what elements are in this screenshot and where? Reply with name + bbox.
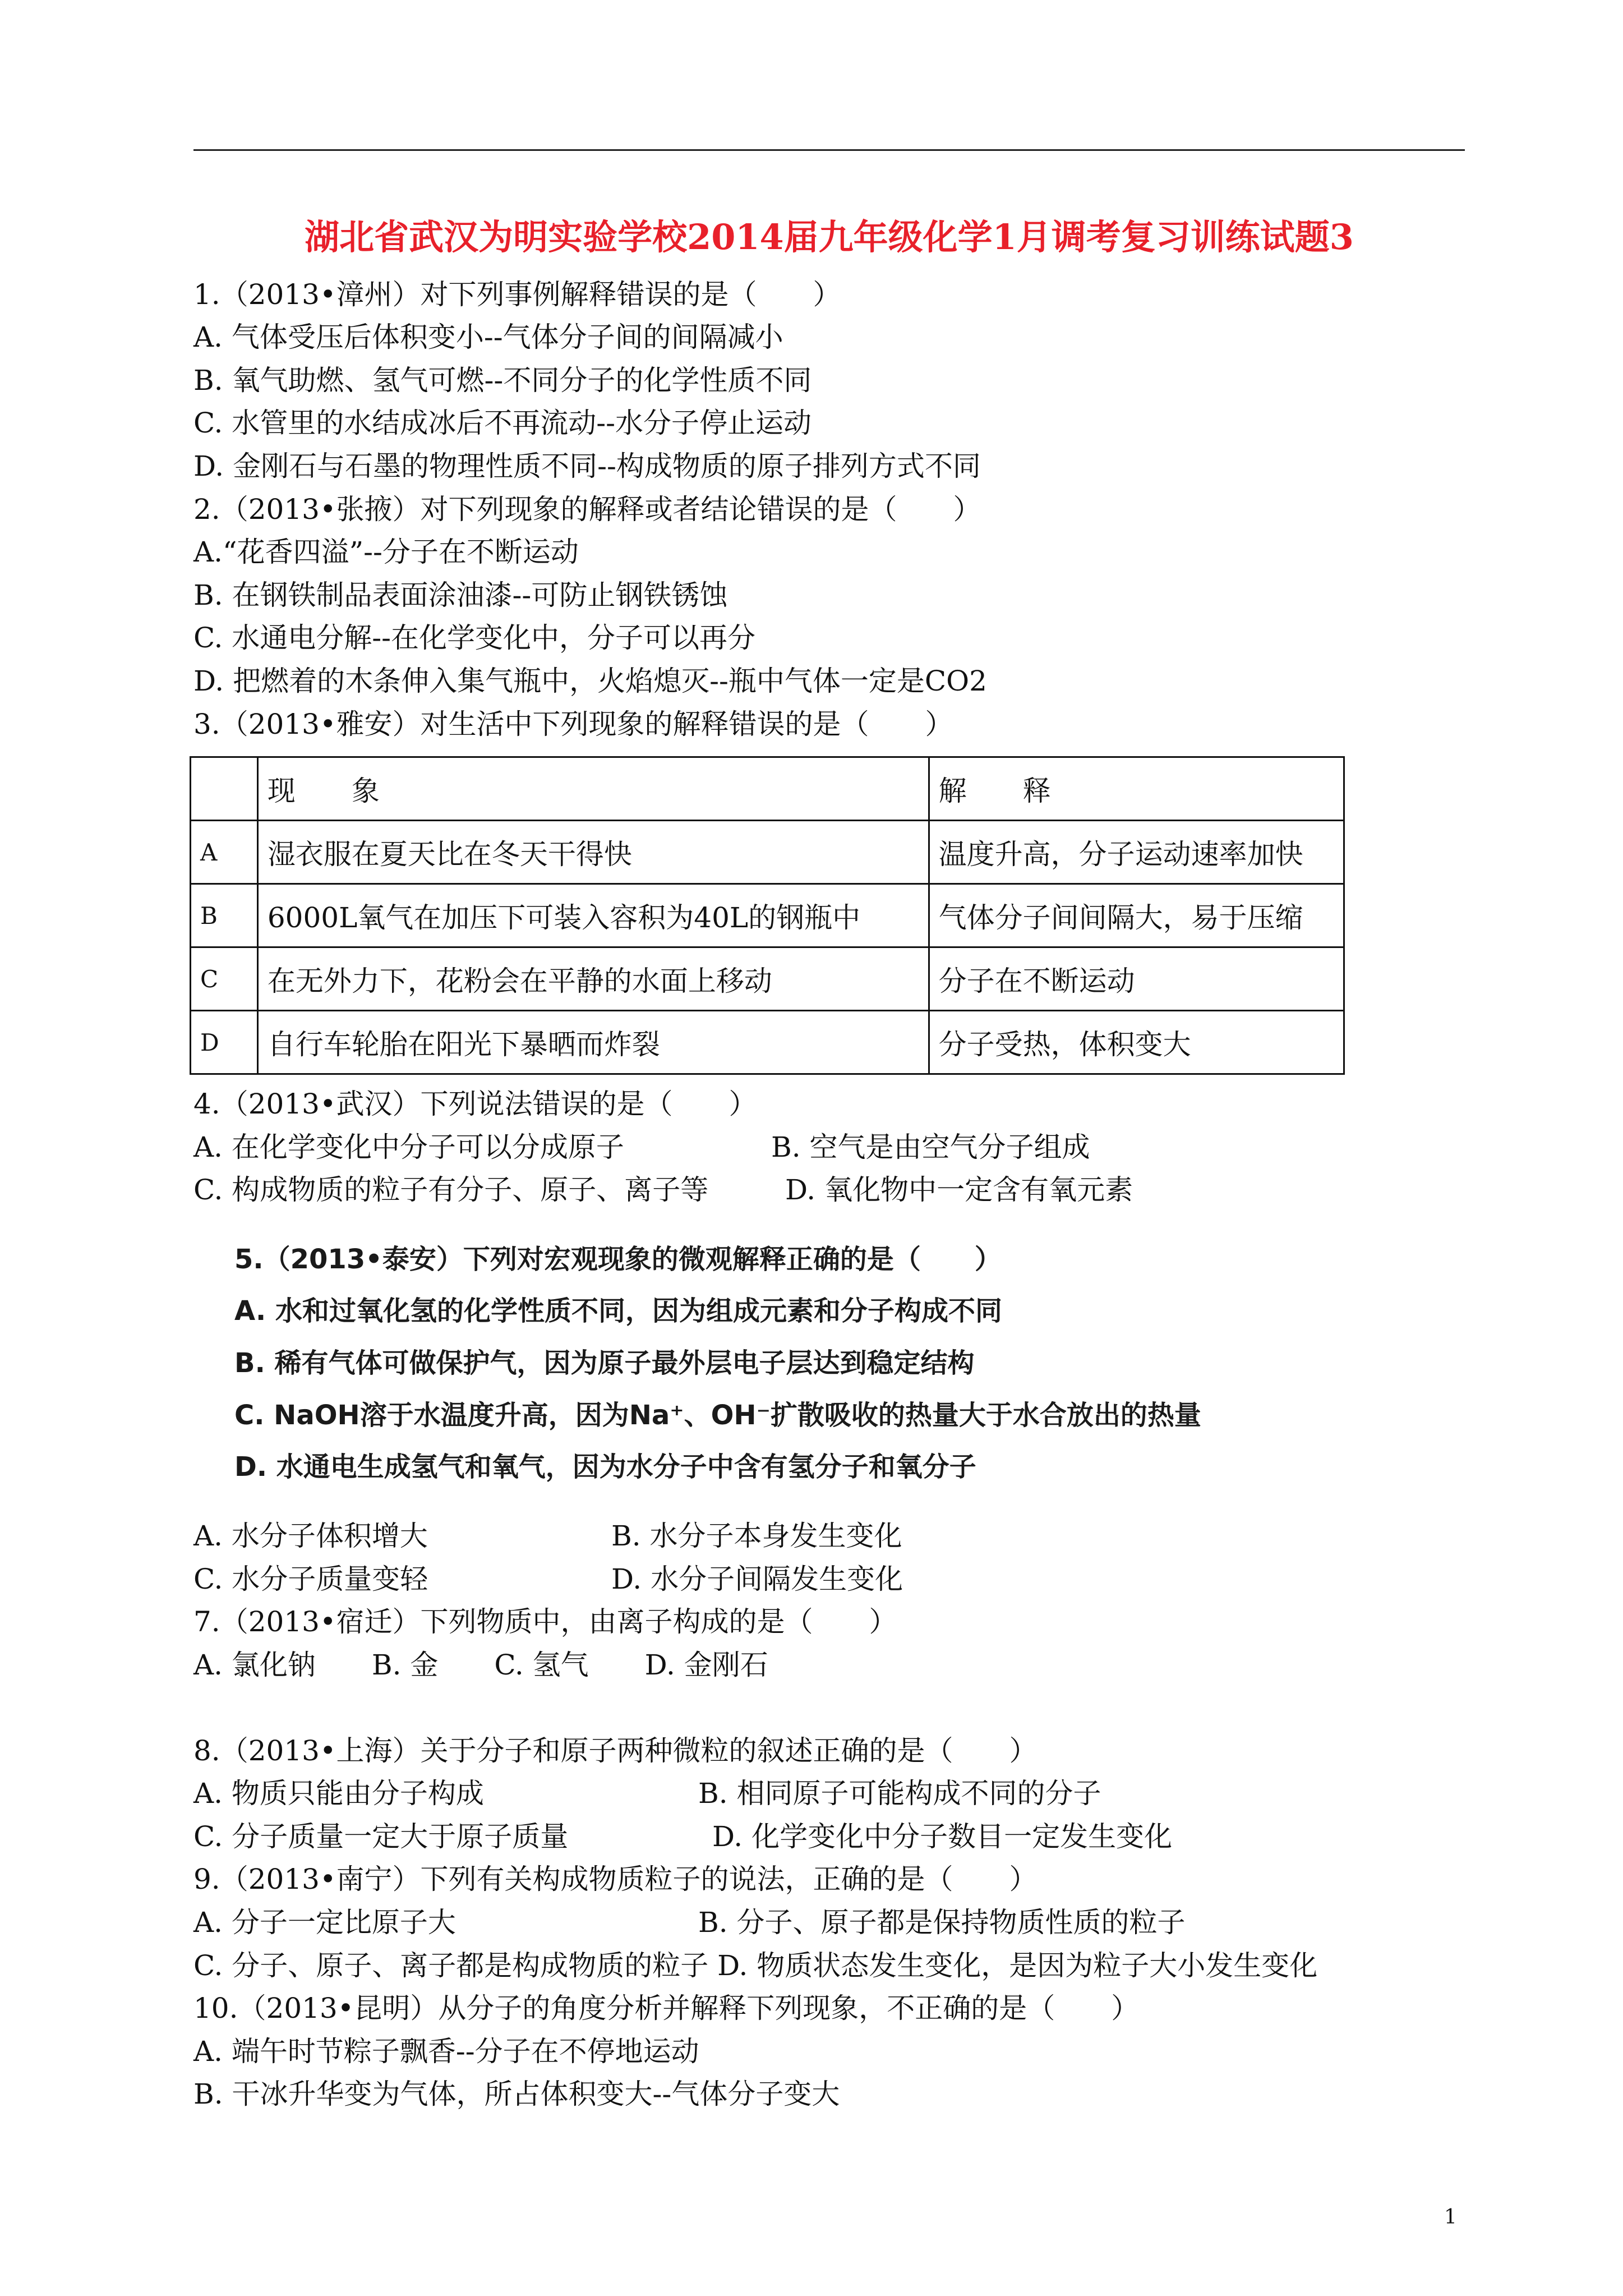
table-row (191, 821, 1344, 884)
q7-options: A. 氯化钠 B. 金 C. 氢气 D. 金刚石 (193, 1649, 768, 1681)
q8-option-c: C. 分子质量一定大于原子质量 (193, 1820, 569, 1853)
q8-option-b: B. 相同原子可能构成不同的分子 (698, 1777, 1101, 1810)
q5-stem: 5.（2013•泰安）下列对宏观现象的微观解释正确的是（ ） (234, 1244, 1002, 1275)
q2-option-d: D. 把燃着的木条伸入集气瓶中，火焰熄灭--瓶中气体一定是CO2 (193, 665, 987, 697)
q4-stem: 4.（2013•武汉）下列说法错误的是（ ） (193, 1088, 757, 1120)
table-cell: 自行车轮胎在阳光下暴晒而炸裂 (257, 1011, 929, 1074)
q5-option-b: B. 稀有气体可做保护气，因为原子最外层电子层达到稳定结构 (234, 1347, 975, 1379)
q8-stem: 8.（2013•上海）关于分子和原子两种微粒的叙述正确的是（ ） (193, 1734, 1038, 1767)
q4-option-a: A. 在化学变化中分子可以分成原子 (193, 1131, 624, 1163)
q7-stem: 7.（2013•宿迁）下列物质中，由离子构成的是（ ） (193, 1605, 897, 1638)
q1-option-d: D. 金刚石与石墨的物理性质不同--构成物质的原子排列方式不同 (193, 450, 981, 482)
table-row (191, 1011, 1344, 1074)
q9-option-b: B. 分子、原子都是保持物质性质的粒子 (698, 1906, 1186, 1939)
table-header-row (191, 757, 1344, 821)
table-cell: 温度升高，分子运动速率加快 (929, 821, 1344, 884)
table-cell: D (191, 1011, 258, 1074)
q3-table (190, 756, 1345, 1075)
page-number: 1 (1444, 2206, 1457, 2229)
header-rule (193, 149, 1465, 151)
q9-option-a: A. 分子一定比原子大 (193, 1906, 456, 1939)
table-cell (191, 757, 258, 821)
table-cell: C (191, 947, 258, 1011)
q6-option-a: A. 水分子体积增大 (193, 1520, 428, 1552)
table-cell: 6000L氧气在加压下可装入容积为40L的钢瓶中 (257, 884, 929, 947)
q1-option-b: B. 氧气助燃、氢气可燃--不同分子的化学性质不同 (193, 364, 812, 397)
table-cell: 分子在不断运动 (929, 947, 1344, 1011)
table-cell: A (191, 821, 258, 884)
q6-option-c: C. 水分子质量变轻 (193, 1563, 428, 1595)
q2-option-c: C. 水通电分解--在化学变化中，分子可以再分 (193, 622, 756, 654)
q3-stem: 3.（2013•雅安）对生活中下列现象的解释错误的是（ ） (193, 708, 953, 740)
q1-option-a: A. 气体受压后体积变小--气体分子间的间隔减小 (193, 321, 783, 353)
q1-option-c: C. 水管里的水结成冰后不再流动--水分子停止运动 (193, 407, 812, 439)
q9-option-cd: C. 分子、原子、离子都是构成物质的粒子 D. 物质状态发生变化，是因为粒子大小发生变化 (193, 1949, 1318, 1982)
q2-option-b: B. 在钢铁制品表面涂油漆--可防止钢铁锈蚀 (193, 579, 728, 611)
table-cell: 气体分子间间隔大，易于压缩 (929, 884, 1344, 947)
table-cell: 在无外力下，花粉会在平静的水面上移动 (257, 947, 929, 1011)
q9-stem: 9.（2013•南宁）下列有关构成物质粒子的说法，正确的是（ ） (193, 1863, 1038, 1895)
table-cell: B (191, 884, 258, 947)
table-row (191, 884, 1344, 947)
q4-option-d: D. 氧化物中一定含有氧元素 (785, 1174, 1133, 1206)
table-row (191, 947, 1344, 1011)
q8-option-a: A. 物质只能由分子构成 (193, 1777, 484, 1810)
q8-option-d: D. 化学变化中分子数目一定发生变化 (712, 1820, 1173, 1853)
q6-option-d: D. 水分子间隔发生变化 (611, 1563, 903, 1595)
q4-option-b: B. 空气是由空气分子组成 (771, 1131, 1090, 1163)
q10-stem: 10.（2013•昆明）从分子的角度分析并解释下列现象，不正确的是（ ） (193, 1992, 1140, 2024)
table-cell: 湿衣服在夏天比在冬天干得快 (257, 821, 929, 884)
q10-option-b: B. 干冰升华变为气体，所占体积变大--气体分子变大 (193, 2078, 840, 2110)
q6-option-b: B. 水分子本身发生变化 (611, 1520, 902, 1552)
table-header-explanation: 解 释 (929, 757, 1344, 821)
q5-option-c: C. NaOH溶于水温度升高，因为Na⁺、OH⁻扩散吸收的热量大于水合放出的热量 (234, 1400, 1201, 1431)
page-title: 湖北省武汉为明实验学校2014届九年级化学1月调考复习训练试题3 (305, 217, 1354, 257)
q1-stem: 1.（2013•漳州）对下列事例解释错误的是（ ） (193, 278, 841, 311)
q10-option-a: A. 端午时节粽子飘香--分子在不停地运动 (193, 2035, 699, 2068)
q4-option-c: C. 构成物质的粒子有分子、原子、离子等 (193, 1174, 709, 1206)
table-cell: 分子受热，体积变大 (929, 1011, 1344, 1074)
q2-stem: 2.（2013•张掖）对下列现象的解释或者结论错误的是（ ） (193, 493, 981, 526)
q5-option-a: A. 水和过氧化氢的化学性质不同，因为组成元素和分子构成不同 (234, 1295, 1002, 1327)
q2-option-a: A.“花香四溢”--分子在不断运动 (193, 536, 579, 568)
q5-option-d: D. 水通电生成氢气和氧气，因为水分子中含有氢分子和氧分子 (234, 1451, 976, 1483)
table-header-phenomenon: 现 象 (257, 757, 929, 821)
